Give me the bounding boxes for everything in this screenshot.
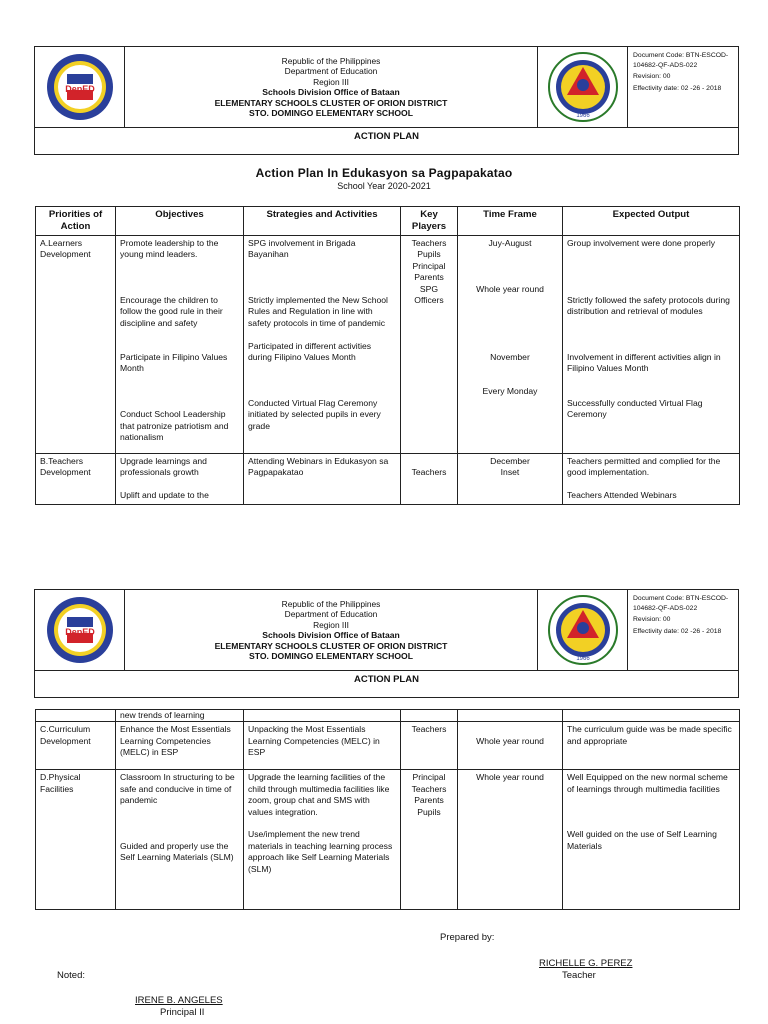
document-control: Document Code: BTN-ESCOD-104682-QF-ADS-022 Revision: 00 Effectivity date: 02 -26 - 2018: [633, 595, 729, 635]
deped-seal-logo: [35, 590, 125, 670]
objectives-cell: new trends of learning: [116, 710, 244, 722]
school-seal-logo: [538, 590, 628, 670]
column-header: Time Frame: [458, 207, 563, 236]
preparer-title: Teacher: [562, 970, 596, 981]
column-header: Priorities of Action: [36, 207, 116, 236]
priority-cell: [36, 710, 116, 722]
document-title: Action Plan In Edukasyon sa Pagpapakatao: [255, 166, 513, 180]
time-frame-cell: December Inset: [458, 454, 563, 505]
action-plan-table: [35, 206, 740, 505]
preparer-name: RICHELLE G. PEREZ: [539, 958, 633, 969]
priority-cell: D.Physical Facilities: [36, 770, 116, 910]
document-control: Document Code: BTN-ESCOD-104682-QF-ADS-022 Revision: 00 Effectivity date: 02 -26 - 2018: [633, 52, 729, 92]
column-header: Strategies and Activities: [244, 207, 401, 236]
key-players-cell: Teachers: [401, 454, 458, 505]
objectives-cell: Enhance the Most Essentials Learning Competencies (MELC) in ESP: [116, 722, 244, 770]
letterhead: [34, 589, 739, 698]
expected-output-cell: The curriculum guide was be made specific and appropriate: [563, 722, 740, 770]
time-frame-cell: [458, 710, 563, 722]
svg-text:DepED: DepED: [64, 84, 95, 94]
svg-text:DepED: DepED: [64, 627, 95, 637]
school-year: School Year 2020-2021: [337, 181, 431, 191]
letterhead-text: Republic of the Philippines Department of Education Region III Schools Division Office of Bataan ELEMENTARY SCHOOLS CLUSTER OF ORION DISTRICT STO. DOMINGO ELEMENTARY SCHOOL: [125, 590, 538, 670]
table-row: [36, 454, 740, 505]
noter-title: Principal II: [160, 1007, 205, 1018]
svg-text:1966: 1966: [575, 113, 590, 119]
column-header: Key Players: [401, 207, 458, 236]
letterhead: [34, 46, 739, 155]
table-row: [36, 236, 740, 454]
expected-output-cell: Well Equipped on the new normal scheme of learnings through multimedia facilities Well guided on the use of Self Learning Materials: [563, 770, 740, 910]
action-plan-banner: ACTION PLAN: [354, 131, 419, 142]
table-header-row: [36, 207, 740, 236]
expected-output-cell: Teachers permitted and complied for the good implementation. Teachers Attended Webinars: [563, 454, 740, 505]
expected-output-cell: [563, 710, 740, 722]
letterhead-text: Republic of the Philippines Department of Education Region III Schools Division Office of Bataan ELEMENTARY SCHOOLS CLUSTER OF ORION DISTRICT STO. DOMINGO ELEMENTARY SCHOOL: [125, 47, 538, 127]
table-row: [36, 722, 740, 770]
strategies-cell: [244, 710, 401, 722]
column-header: Objectives: [116, 207, 244, 236]
action-plan-table-continued: [35, 709, 740, 910]
action-plan-banner: ACTION PLAN: [354, 674, 419, 685]
noted-label: Noted:: [57, 970, 85, 981]
key-players-cell: Teachers: [401, 722, 458, 770]
priority-cell: A.Learners Development: [36, 236, 116, 454]
strategies-cell: Unpacking the Most Essentials Learning Competencies (MELC) in ESP: [244, 722, 401, 770]
time-frame-cell: Whole year round: [458, 722, 563, 770]
priority-cell: C.Curriculum Development: [36, 722, 116, 770]
key-players-cell: [401, 710, 458, 722]
priority-cell: B.Teachers Development: [36, 454, 116, 505]
svg-text:1966: 1966: [575, 656, 590, 662]
prepared-by-label: Prepared by:: [440, 932, 495, 943]
key-players-cell: Teachers Pupils Principal Parents SPG Officers: [401, 236, 458, 454]
table-row: [36, 710, 740, 722]
deped-seal-logo: [35, 47, 125, 127]
objectives-cell: Classroom In structuring to be safe and conducive in time of pandemic Guided and properly use the Self Learning Materials (SLM): [116, 770, 244, 910]
table-row: [36, 770, 740, 910]
objectives-cell: Upgrade learnings and professionals growth Uplift and update to the: [116, 454, 244, 505]
time-frame-cell: Juy-August Whole year round November Every Monday: [458, 236, 563, 454]
column-header: Expected Output: [563, 207, 740, 236]
expected-output-cell: Group involvement were done properly Strictly followed the safety protocols during distribution and retrieval of modules Involvement in different activities align in Filipino Values Month Successfully conducted Virtual Flag Ceremony: [563, 236, 740, 454]
time-frame-cell: Whole year round: [458, 770, 563, 910]
strategies-cell: Upgrade the learning facilities of the child through multimedia facilities like zoom, group chat and SMS with values integration. Use/implement the new trend materials in teaching learning process approach like Self Learning Materials (SLM): [244, 770, 401, 910]
strategies-cell: SPG involvement in Brigada Bayanihan Strictly implemented the New School Rules and Regulation in line with safety protocols in time of pandemic Participated in different activities during Filipino Values Month Conducted Virtual Flag Ceremony initiated by selected pupils in every grade: [244, 236, 401, 454]
objectives-cell: Promote leadership to the young mind leaders. Encourage the children to follow the good rule in their discipline and safety Participate in Filipino Values Month Conduct School Leadership that patronize patriotism and nationalism: [116, 236, 244, 454]
school-seal-logo: [538, 47, 628, 127]
noter-name: IRENE B. ANGELES: [135, 995, 223, 1006]
key-players-cell: Principal Teachers Parents Pupils: [401, 770, 458, 910]
strategies-cell: Attending Webinars in Edukasyon sa Pagpapakatao: [244, 454, 401, 505]
